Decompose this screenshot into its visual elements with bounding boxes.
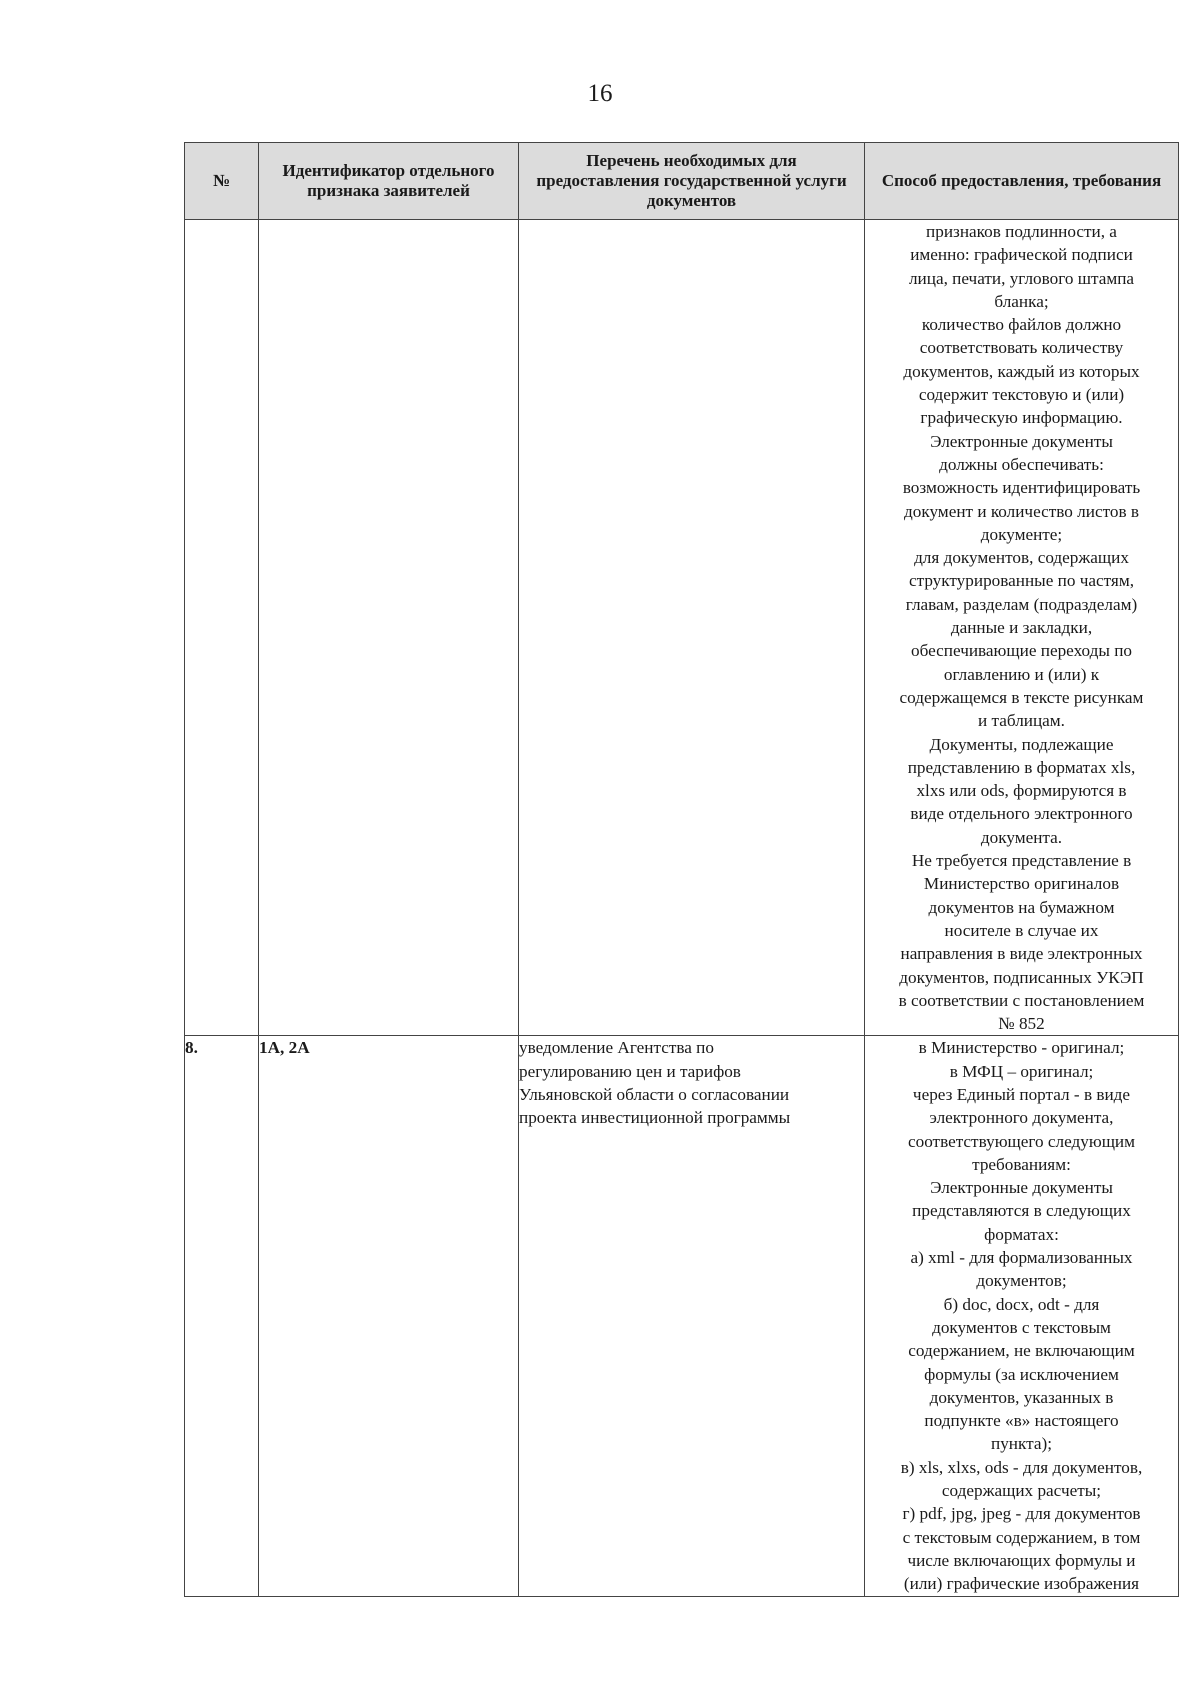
table-header xyxy=(185,143,1179,220)
text-line: Министерство оригиналов xyxy=(923,874,1120,894)
text-line: содержащемся в тексте рисункам xyxy=(899,687,1144,707)
text-line: соответствующего следующим xyxy=(907,1131,1136,1151)
text-line: документов; xyxy=(976,1271,1067,1291)
text-line: Электронные документы xyxy=(930,1178,1113,1198)
text-line: документов с текстовым xyxy=(932,1317,1111,1337)
text-line: электронного документа, xyxy=(929,1108,1114,1128)
text-line: данные и закладки, xyxy=(950,618,1093,638)
row-identifier: 1А, 2А xyxy=(259,1036,519,1597)
text-line: Документы, подлежащие xyxy=(929,734,1114,754)
header-identifier: Идентификатор отдельного признака заявителей xyxy=(259,143,519,220)
text-line: документов, каждый из которых xyxy=(903,361,1140,381)
text-line: в) xls, xlxs, ods - для документов, xyxy=(900,1457,1143,1477)
text-line: возможность идентифицировать xyxy=(902,478,1141,498)
text-line: виде отдельного электронного xyxy=(910,804,1133,824)
text-line: содержит текстовую и (или) xyxy=(918,385,1125,405)
header-requirements: Способ предоставления, требования xyxy=(865,143,1179,220)
text-line: представляются в следующих xyxy=(912,1201,1131,1221)
text-line: главам, разделам (подразделам) xyxy=(905,594,1138,614)
text-line: лица, печати, углового штампа xyxy=(908,268,1135,288)
text-line: документов, указанных в xyxy=(929,1387,1114,1407)
text-line: Электронные документы xyxy=(930,431,1113,451)
text-line: в соответствии с постановлением xyxy=(898,990,1145,1010)
text-line: и таблицам. xyxy=(978,711,1065,731)
text-line: Не требуется представление в xyxy=(911,851,1132,871)
text-line: а) xml - для формализованных xyxy=(910,1248,1133,1268)
text-line: должны обеспечивать: xyxy=(939,454,1104,474)
text-line: № 852 xyxy=(998,1014,1045,1034)
text-line: бланка; xyxy=(994,291,1049,311)
row-requirements xyxy=(865,220,1179,1036)
text-line: обеспечивающие переходы по xyxy=(911,641,1132,661)
text-line: оглавлению и (или) к xyxy=(943,664,1100,684)
text-line: соответствовать количеству xyxy=(919,338,1124,358)
text-line: с текстовым содержанием, в том xyxy=(902,1527,1141,1547)
text-line: документов, подписанных УКЭП xyxy=(899,967,1144,987)
text-line: г) pdf, jpg, jpeg - для документов xyxy=(902,1504,1141,1524)
documents-table xyxy=(184,142,1179,1597)
text-line: пункта); xyxy=(991,1434,1052,1454)
text-line: форматах: xyxy=(984,1224,1059,1244)
text-line: подпункте «в» настоящего xyxy=(924,1411,1119,1431)
text-line: (или) графические изображения xyxy=(903,1574,1140,1594)
text-line: структурированные по частям, xyxy=(908,571,1135,591)
text-line: документе; xyxy=(980,524,1063,544)
text-line: количество файлов должно xyxy=(921,315,1122,335)
page-number: 16 xyxy=(587,80,613,107)
text-line: формулы (за исключением xyxy=(924,1364,1119,1384)
text-line: содержащих расчеты; xyxy=(941,1481,1102,1501)
text-line: числе включающих формулы и xyxy=(907,1550,1136,1570)
row-documents xyxy=(519,1036,865,1597)
row-number: 8. xyxy=(185,1036,259,1597)
row-identifier xyxy=(259,220,519,1036)
text-line: требованиям: xyxy=(972,1154,1071,1174)
text-line: xlxs или ods, формируются в xyxy=(916,781,1127,801)
text-line: регулированию цен и тарифов xyxy=(519,1061,741,1081)
text-line: представлению в форматах xls, xyxy=(907,757,1136,777)
row-requirements xyxy=(865,1036,1179,1597)
text-line: документ и количество листов в xyxy=(904,501,1139,521)
header-documents: Перечень необходимых для предоставления государственной услуги документов xyxy=(519,143,865,220)
row-number xyxy=(185,220,259,1036)
text-line: проекта инвестиционной программы xyxy=(519,1108,791,1128)
text-line: документа. xyxy=(980,827,1063,847)
text-line: направления в виде электронных xyxy=(900,944,1143,964)
text-line: в МФЦ – оригинал; xyxy=(949,1061,1094,1081)
text-line: содержанием, не включающим xyxy=(908,1341,1135,1361)
table-row xyxy=(185,1036,1179,1597)
text-line: именно: графической подписи xyxy=(910,245,1133,265)
table-row xyxy=(185,220,1179,1036)
text-line: уведомление Агентства по xyxy=(519,1038,714,1058)
text-line: в Министерство - оригинал; xyxy=(918,1038,1125,1058)
text-line: носителе в случае их xyxy=(944,920,1099,940)
text-line: Ульяновской области о согласовании xyxy=(519,1084,790,1104)
text-line: б) doc, docx, odt - для xyxy=(943,1294,1100,1314)
text-line: документов на бумажном xyxy=(928,897,1115,917)
text-line: признаков подлинности, а xyxy=(926,222,1117,241)
text-line: через Единый портал - в виде xyxy=(912,1084,1131,1104)
header-number: № xyxy=(185,143,259,220)
text-line: для документов, содержащих xyxy=(914,548,1129,568)
text-line: графическую информацию. xyxy=(920,408,1123,428)
row-documents xyxy=(519,220,865,1036)
